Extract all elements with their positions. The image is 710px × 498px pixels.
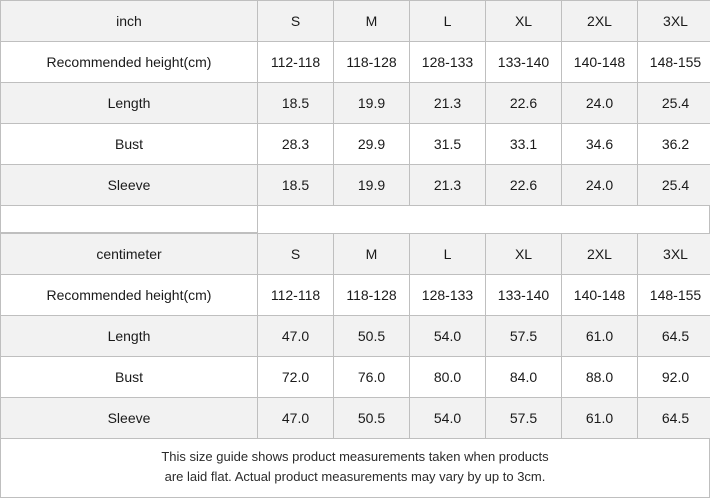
disclaimer-line-2: are laid flat. Actual product measurements may vary by up to 3cm.: [164, 468, 546, 484]
cell-value: 19.9: [334, 83, 410, 124]
cell-value: 118-128: [334, 42, 410, 83]
cell-value: 18.5: [258, 165, 334, 206]
cell-value: 118-128: [334, 274, 410, 315]
cell-value: 64.5: [638, 315, 710, 356]
cell-value: 50.5: [334, 397, 410, 438]
cell-value: 50.5: [334, 315, 410, 356]
cell-value: 18.5: [258, 83, 334, 124]
cell-value: 112-118: [258, 42, 334, 83]
cell-value: 33.1: [486, 124, 562, 165]
table-row: [1, 165, 710, 206]
cell-value: 36.2: [638, 124, 710, 165]
size-header-s: S: [258, 1, 334, 42]
size-header-m: M: [334, 233, 410, 274]
cell-value: 34.6: [562, 124, 638, 165]
separator-right-cell: [257, 206, 710, 233]
row-label: Recommended height(cm): [1, 274, 258, 315]
cell-value: 148-155: [638, 42, 710, 83]
size-header-xl: XL: [486, 233, 562, 274]
size-header-3xl: 3XL: [638, 1, 710, 42]
cell-value: 128-133: [410, 274, 486, 315]
row-label: Sleeve: [1, 397, 258, 438]
cell-value: 61.0: [562, 397, 638, 438]
cell-value: 25.4: [638, 83, 710, 124]
cell-value: 84.0: [486, 356, 562, 397]
table-row: [1, 356, 710, 397]
inch-size-table: [0, 0, 710, 206]
table-separator: [0, 206, 710, 233]
unit-label-inch: inch: [1, 1, 258, 42]
size-header-2xl: 2XL: [562, 1, 638, 42]
cell-value: 54.0: [410, 315, 486, 356]
cell-value: 140-148: [562, 42, 638, 83]
row-label: Sleeve: [1, 165, 258, 206]
disclaimer-line-1: This size guide shows product measurements taken when products: [161, 448, 549, 464]
cell-value: 57.5: [486, 397, 562, 438]
row-label: Bust: [1, 124, 258, 165]
cell-value: 47.0: [258, 315, 334, 356]
cell-value: 25.4: [638, 165, 710, 206]
cell-value: 22.6: [486, 165, 562, 206]
cell-value: 19.9: [334, 165, 410, 206]
size-header-m: M: [334, 1, 410, 42]
row-label: Length: [1, 315, 258, 356]
table-header-row: [1, 233, 710, 274]
cell-value: 140-148: [562, 274, 638, 315]
cell-value: 72.0: [258, 356, 334, 397]
table-row: [1, 124, 710, 165]
cell-value: 22.6: [486, 83, 562, 124]
cell-value: 92.0: [638, 356, 710, 397]
cell-value: 31.5: [410, 124, 486, 165]
table-header-row: [1, 1, 710, 42]
size-guide-disclaimer: [0, 439, 710, 498]
cell-value: 57.5: [486, 315, 562, 356]
cell-value: 21.3: [410, 165, 486, 206]
cell-value: 24.0: [562, 165, 638, 206]
cell-value: 29.9: [334, 124, 410, 165]
size-header-l: L: [410, 233, 486, 274]
unit-label-centimeter: centimeter: [1, 233, 258, 274]
cell-value: 133-140: [486, 274, 562, 315]
cell-value: 76.0: [334, 356, 410, 397]
cell-value: 133-140: [486, 42, 562, 83]
cell-value: 128-133: [410, 42, 486, 83]
table-row: [1, 42, 710, 83]
size-header-l: L: [410, 1, 486, 42]
cell-value: 21.3: [410, 83, 486, 124]
table-row: [1, 397, 710, 438]
row-label: Length: [1, 83, 258, 124]
size-header-xl: XL: [486, 1, 562, 42]
table-row: [1, 83, 710, 124]
size-header-2xl: 2XL: [562, 233, 638, 274]
cell-value: 24.0: [562, 83, 638, 124]
row-label: Recommended height(cm): [1, 42, 258, 83]
centimeter-size-table: [0, 233, 710, 439]
cell-value: 61.0: [562, 315, 638, 356]
cell-value: 47.0: [258, 397, 334, 438]
cell-value: 148-155: [638, 274, 710, 315]
cell-value: 88.0: [562, 356, 638, 397]
cell-value: 80.0: [410, 356, 486, 397]
size-header-s: S: [258, 233, 334, 274]
cell-value: 64.5: [638, 397, 710, 438]
table-row: [1, 315, 710, 356]
cell-value: 28.3: [258, 124, 334, 165]
cell-value: 54.0: [410, 397, 486, 438]
row-label: Bust: [1, 356, 258, 397]
separator-left-cell: [0, 206, 257, 233]
table-row: [1, 274, 710, 315]
cell-value: 112-118: [258, 274, 334, 315]
size-header-3xl: 3XL: [638, 233, 710, 274]
